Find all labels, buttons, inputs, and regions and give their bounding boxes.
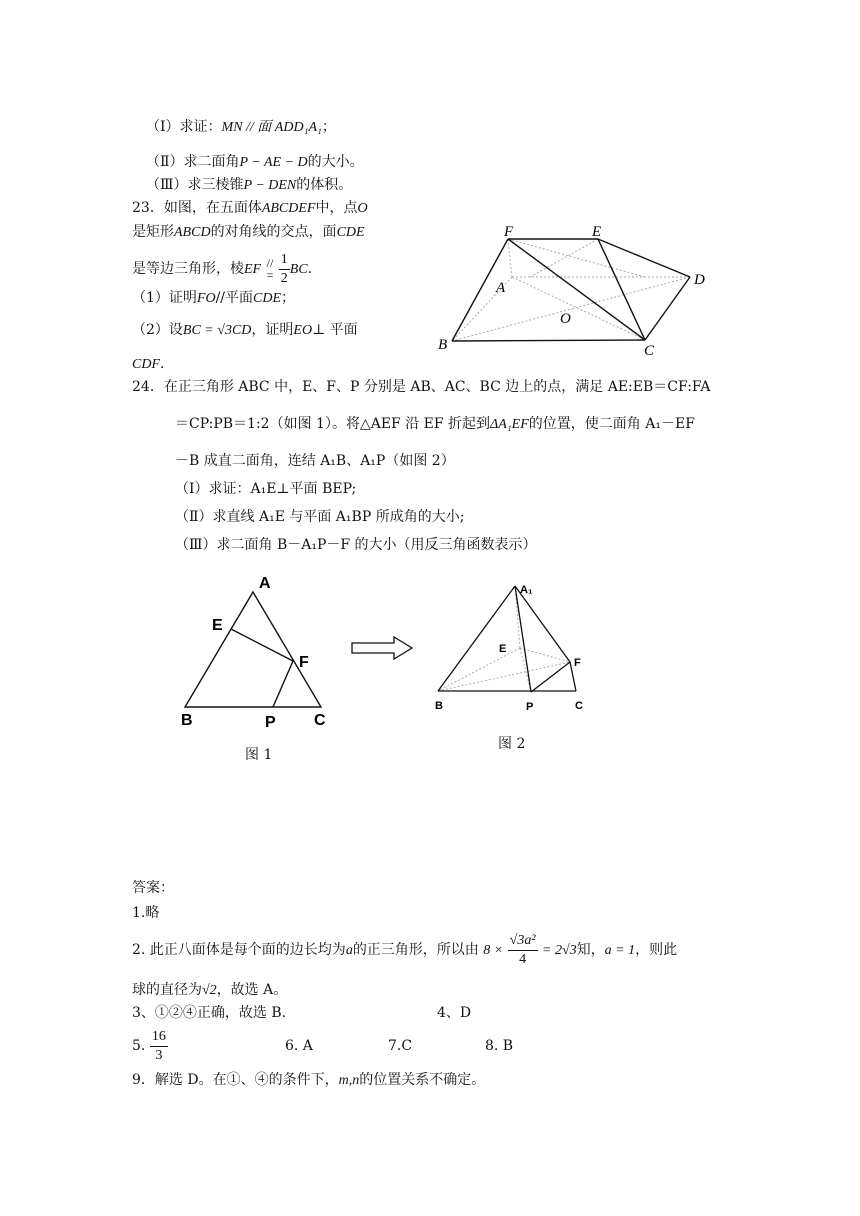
answer-9: 9．解选 D。在①、④的条件下，m,n的位置关系不确定。 xyxy=(132,1072,486,1088)
q24-line3: －B 成直二面角，连结 A₁B、A₁P（如图 2） xyxy=(175,453,455,469)
fig1-label-A: A xyxy=(259,575,271,592)
answer-3: 3、①②④正确，故选 B. xyxy=(132,1005,287,1021)
q24-part2: （Ⅱ）求直线 A₁E 与平面 A₁BP 所成角的大小; xyxy=(175,509,465,525)
q23-line6: CDF． xyxy=(132,356,174,372)
q23-line3: 是等边三角形，棱EF // = $\frac{1}{2}$ BC． xyxy=(132,251,322,286)
fig2-label-E: E xyxy=(499,643,507,655)
answer-6: 6. A xyxy=(285,1038,313,1054)
answer-2-line1: 2. 此正八面体是每个面的边长均为a的正三角形，所以由 8 × $\frac{\text{√3a²}}{4}$ = 2√3知，a = 1，则此 xyxy=(132,932,678,967)
q23-line4: （1）证明FO//平面CDE； xyxy=(132,290,296,306)
fig1-label-P: P xyxy=(265,714,276,731)
hollow-arrow-icon xyxy=(350,635,414,661)
fig2-label-F: F xyxy=(574,657,581,669)
q24-part1: （Ⅰ）求证：A₁E⊥平面 BEP; xyxy=(175,481,357,497)
q24-line1: 24．在正三角形 ABC 中，E、F、P 分别是 AB、AC、BC 边上的点，满足 AE:EB＝CF:FA xyxy=(132,379,711,395)
q23-line1: 23．如图，在五面体ABCDEF中，点O xyxy=(132,200,368,216)
fig1-label-E: E xyxy=(212,617,223,634)
q23-label-C: C xyxy=(644,343,655,359)
q23-label-F: F xyxy=(504,224,514,240)
q23-label-O: O xyxy=(560,311,571,327)
q23-figure xyxy=(430,220,720,360)
fig2-caption: 图 2 xyxy=(498,736,526,752)
q23-label-B: B xyxy=(438,337,448,353)
fig1-label-C: C xyxy=(314,712,326,729)
q22-part3: （Ⅲ）求三棱锥P − DEN的体积。 xyxy=(146,177,353,193)
fig2-label-C: C xyxy=(575,700,583,712)
q24-line2: ＝CP:PB＝1:2（如图 1）。将△AEF 沿 EF 折起到ΔA₁EF的位置，使二面角 A₁－EF xyxy=(175,416,695,432)
q23-line5: （2）设BC = √3CD，证明EO⊥ 平面 xyxy=(132,322,358,338)
answer-8: 8. B xyxy=(485,1038,514,1054)
q23-label-D: D xyxy=(694,272,705,288)
q24-figure-1 xyxy=(175,570,345,740)
answer-2-line2: 球的直径为√2，故选 A。 xyxy=(132,982,288,998)
answer-4: 4、D xyxy=(437,1005,472,1021)
q24-part3: （Ⅲ）求二面角 B－A₁P－F 的大小（用反三角函数表示） xyxy=(175,537,537,553)
fig1-label-F: F xyxy=(299,654,309,671)
q22-part1: （Ⅰ）求证：MN // 面 ADD₁A₁； xyxy=(146,119,336,135)
answer-5: 5. $\frac{16}{3}$ xyxy=(132,1028,166,1063)
answer-7: 7.C xyxy=(388,1038,413,1054)
answers-title: 答案： xyxy=(132,880,174,896)
fig1-caption: 图 1 xyxy=(245,747,273,763)
fig2-label-B: B xyxy=(435,700,443,712)
q24-figure-2 xyxy=(430,578,600,718)
fig2-label-A1: A₁ xyxy=(520,584,533,596)
q23-label-E: E xyxy=(592,224,602,240)
q22-part2: （Ⅱ）求二面角P − AE − D的大小。 xyxy=(146,154,364,170)
answer-1: 1.略 xyxy=(132,905,160,921)
fig2-label-P: P xyxy=(526,701,534,713)
q23-line2: 是矩形ABCD的对角线的交点，面CDE xyxy=(132,224,365,240)
q23-label-A: A xyxy=(496,280,506,296)
fig1-label-B: B xyxy=(181,712,193,729)
